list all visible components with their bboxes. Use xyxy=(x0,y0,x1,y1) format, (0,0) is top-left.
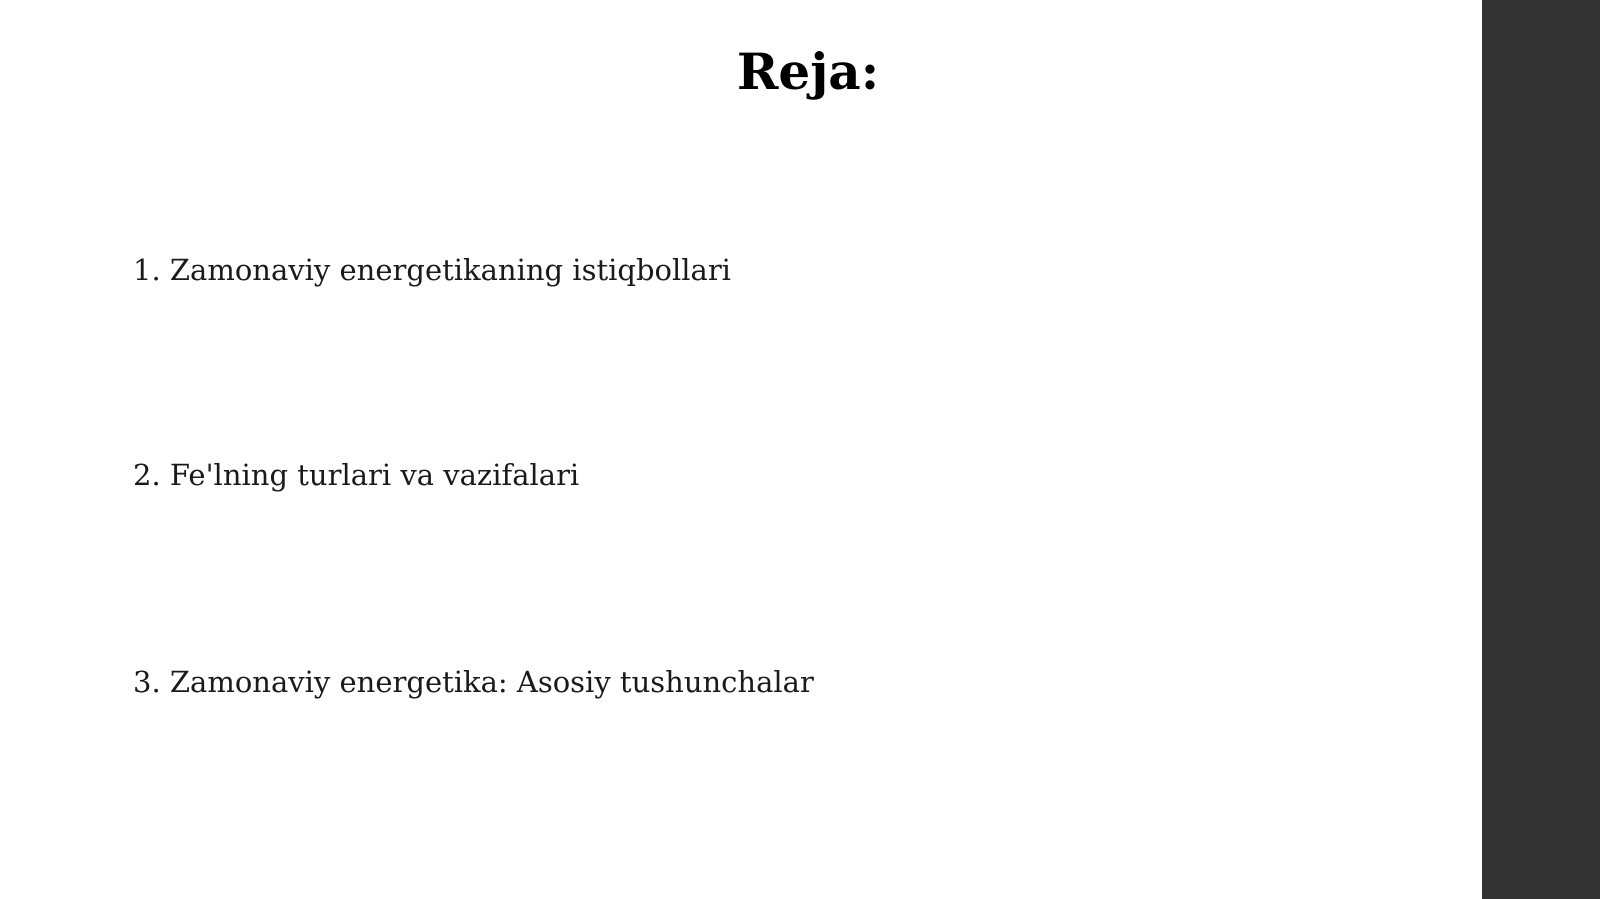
plan-item-2: 2. Fe'lning turlari va vazifalari xyxy=(133,458,580,492)
plan-item-3: 3. Zamonaviy energetika: Asosiy tushunchalar xyxy=(133,665,814,699)
plan-item-1: 1. Zamonaviy energetikaning istiqbollari xyxy=(133,253,731,287)
side-panel xyxy=(1482,0,1600,899)
slide-title: Reja: xyxy=(736,42,880,101)
